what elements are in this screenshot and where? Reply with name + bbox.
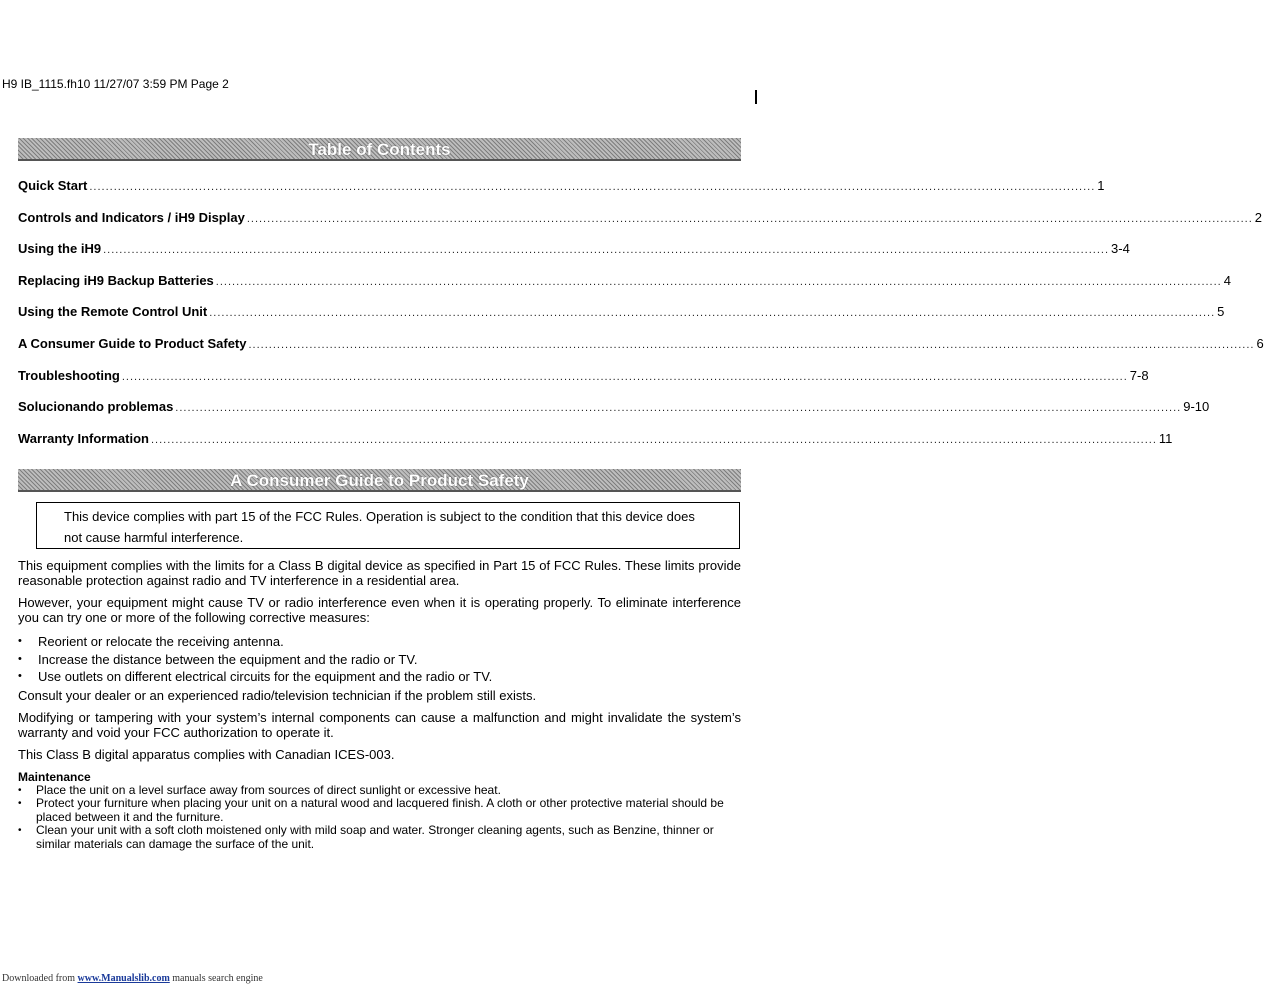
safety-body bbox=[18, 559, 741, 851]
toc-entry[interactable] bbox=[18, 178, 1105, 210]
fcc-notice-box: This device complies with part 15 of the FCC Rules. Operation is subject to the condition that this device does not cause harmful interference. bbox=[36, 502, 740, 549]
toc-entry-title: Warranty Information bbox=[18, 430, 149, 446]
leader-dots: ........................................................................................................................................................................................................................................................ bbox=[175, 402, 1182, 415]
maintenance-heading: Maintenance bbox=[18, 769, 91, 784]
leader-dots: ........................................................................................................................................................................................................................................................ bbox=[121, 370, 1128, 383]
leader-dots: ........................................................................................................................................................................................................................................................ bbox=[248, 338, 1255, 351]
toc-entry-page: 4 bbox=[1223, 272, 1231, 288]
toc-entry[interactable] bbox=[18, 430, 1173, 463]
toc-entry-title: Using the Remote Control Unit bbox=[18, 304, 208, 320]
toc-entry[interactable] bbox=[18, 209, 1262, 242]
maintenance-list bbox=[18, 784, 741, 852]
corrective-measures-list bbox=[18, 633, 741, 686]
footer-suffix: manuals search engine bbox=[169, 973, 263, 984]
toc-entry-page: 5 bbox=[1217, 304, 1225, 320]
toc-entry[interactable] bbox=[18, 335, 1264, 368]
paragraph: This Class B digital apparatus complies with Canadian ICES-003. bbox=[18, 747, 395, 762]
toc-entry-title: Solucionando problemas bbox=[18, 399, 174, 415]
footer-site-link[interactable]: www.Manualslib.com bbox=[77, 973, 170, 984]
leader-dots: ........................................................................................................................................................................................................................................................ bbox=[89, 181, 1096, 193]
toc-entry[interactable] bbox=[18, 304, 1225, 336]
toc-entry[interactable] bbox=[18, 399, 1210, 431]
table-of-contents bbox=[18, 178, 1264, 462]
leader-dots: ........................................................................................................................................................................................................................................................ bbox=[215, 275, 1222, 288]
list-item: • Clean your unit with a soft cloth moistened only with mild soap and water. Stronger cleaning agents, such as Benzine, thinner or similar materials can damage the surface of the unit. bbox=[18, 824, 741, 851]
leader-dots: ........................................................................................................................................................................................................................................................ bbox=[246, 212, 1253, 225]
list-item: • Increase the distance between the equipment and the radio or TV. bbox=[18, 651, 741, 669]
toc-entry-title: Quick Start bbox=[18, 178, 88, 193]
toc-entry-page: 6 bbox=[1256, 335, 1264, 351]
footer-prefix: Downloaded from bbox=[2, 973, 76, 984]
safety-title: A Consumer Guide to Product Safety bbox=[230, 471, 529, 490]
paragraph: Modifying or tampering with your system’s internal components can cause a malfunction and might invalidate the system’s warranty and void your FCC authorization to operate it. bbox=[18, 710, 741, 740]
paragraph: This equipment complies with the limits for a Class B digital device as specified in Part 15 of FCC Rules. These limits provide reasonable protection against radio and TV interference in a residential area. bbox=[18, 558, 741, 588]
toc-entry[interactable] bbox=[18, 367, 1149, 400]
paragraph: However, your equipment might cause TV or radio interference even when it is operating properly. To eliminate interference you can try one or more of the following corrective measures: bbox=[18, 595, 741, 625]
list-item: • Place the unit on a level surface away from sources of direct sunlight or excessive heat. bbox=[18, 784, 741, 798]
toc-entry-title: Replacing iH9 Backup Batteries bbox=[18, 272, 214, 288]
toc-title: Table of Contents bbox=[308, 140, 451, 159]
download-footer bbox=[2, 973, 263, 984]
toc-entry-page: 11 bbox=[1158, 430, 1173, 446]
paragraph: Consult your dealer or an experienced radio/television technician if the problem still exists. bbox=[18, 687, 537, 703]
toc-title-band bbox=[18, 138, 741, 161]
crop-mark bbox=[755, 90, 757, 104]
toc-entry-page: 1 bbox=[1097, 178, 1105, 193]
toc-entry-title: Controls and Indicators / iH9 Display bbox=[18, 209, 245, 225]
toc-entry-title: A Consumer Guide to Product Safety bbox=[18, 335, 247, 351]
toc-entry-page: 2 bbox=[1254, 209, 1262, 225]
toc-entry-page: 7-8 bbox=[1129, 367, 1149, 383]
toc-entry[interactable] bbox=[18, 241, 1130, 273]
leader-dots: ........................................................................................................................................................................................................................................................ bbox=[150, 433, 1157, 446]
file-header: H9 IB_1115.fh10 11/27/07 3:59 PM Page 2 bbox=[2, 77, 229, 91]
toc-entry[interactable] bbox=[18, 272, 1231, 305]
list-item: • Use outlets on different electrical circuits for the equipment and the radio or TV. bbox=[18, 668, 741, 686]
leader-dots: ........................................................................................................................................................................................................................................................ bbox=[209, 307, 1216, 320]
leader-dots: ........................................................................................................................................................................................................................................................ bbox=[103, 244, 1110, 257]
list-item: • Protect your furniture when placing your unit on a natural wood and lacquered finish. A cloth or other protective material should be placed between it and the furniture. bbox=[18, 797, 741, 824]
toc-entry-page: 3-4 bbox=[1111, 241, 1130, 257]
toc-entry-page: 9-10 bbox=[1183, 399, 1210, 415]
safety-title-band bbox=[18, 469, 741, 492]
toc-entry-title: Using the iH9 bbox=[18, 241, 102, 257]
list-item: • Reorient or relocate the receiving antenna. bbox=[18, 633, 741, 651]
toc-entry-title: Troubleshooting bbox=[18, 367, 120, 383]
